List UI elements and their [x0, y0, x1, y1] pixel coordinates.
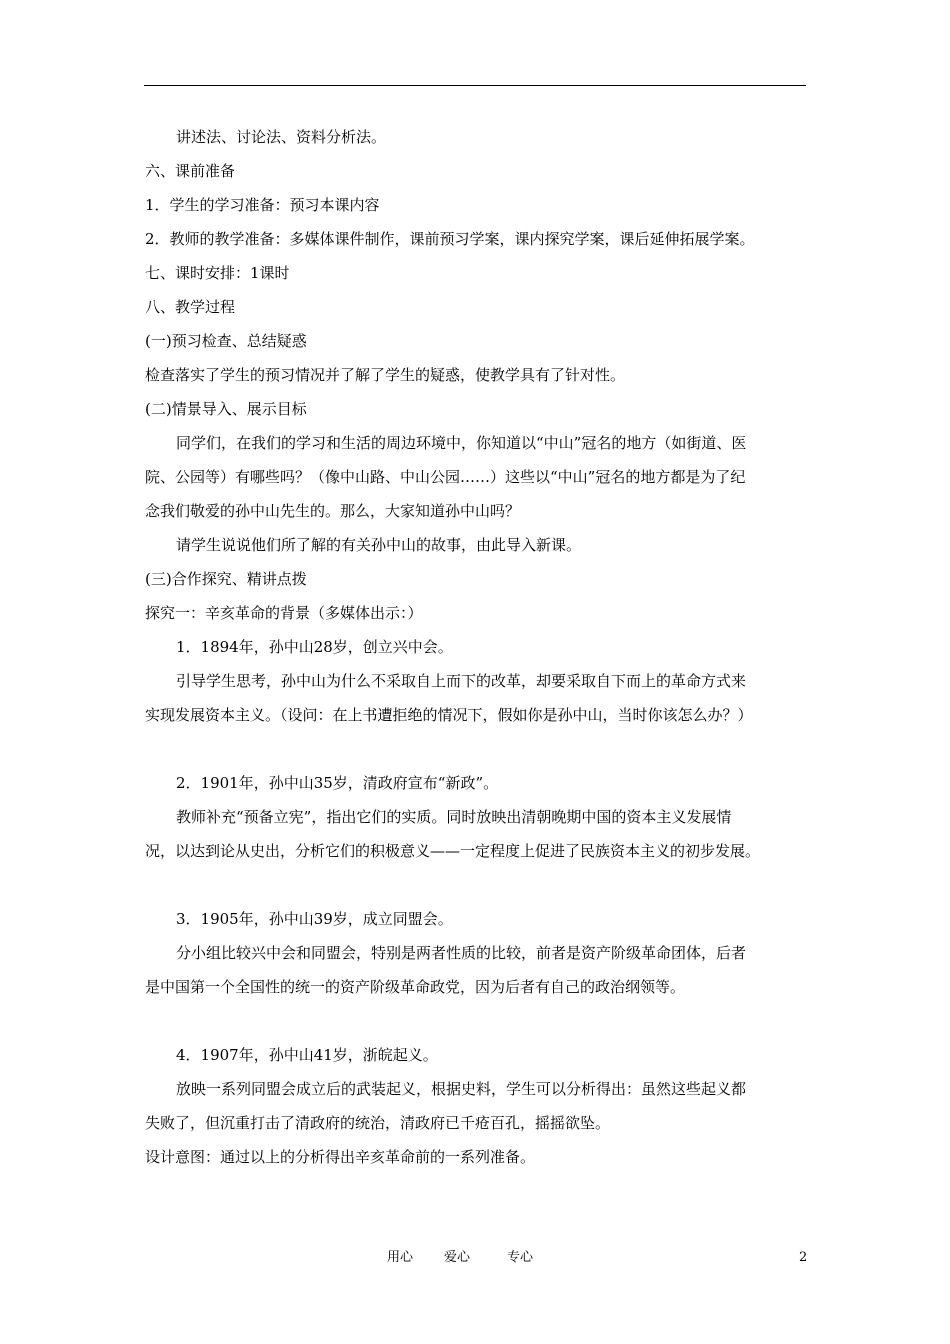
text-line: 探究一：辛亥革命的背景（多媒体出示：） [145, 604, 423, 622]
text-line: 实现发展资本主义。（设问：在上书遭拒绝的情况下，假如你是孙中山，当时你该怎么办？） [145, 706, 753, 724]
section-heading: 八、教学过程 [145, 298, 236, 316]
text-line: 分小组比较兴中会和同盟会，特别是两者性质的比较，前者是资产阶级革命团体，后者 [176, 944, 747, 962]
subsection-heading: (三)合作探究、精讲点拨 [145, 570, 307, 588]
text-line: 是中国第一个全国性的统一的资产阶级革命政党，因为后者有自己的政治纲领等。 [145, 978, 686, 996]
footer-motto: 用心 [387, 1250, 414, 1265]
text-line: 设计意图：通过以上的分析得出辛亥革命前的一系列准备。 [145, 1148, 536, 1166]
text-line: 检查落实了学生的预习情况并了解了学生的疑惑，使教学具有了针对性。 [145, 366, 626, 384]
footer-motto: 爱心 [444, 1250, 471, 1265]
text-line: 讲述法、讨论法、资料分析法。 [176, 128, 387, 146]
text-line: 教师补充“预备立宪”，指出它们的实质。同时放映出清朝晚期中国的资本主义发展情 [176, 808, 732, 826]
header-rule [144, 85, 806, 86]
text-line: 院、公园等）有哪些吗？（像中山路、中山公园……）这些以“中山”冠名的地方都是为了纪 [145, 468, 746, 486]
footer-motto: 专心 [507, 1250, 534, 1265]
page-number: 2 [799, 1250, 808, 1265]
text-line: 引导学生思考，孙中山为什么不采取自上而下的改革，却要采取自下而上的革命方式来 [176, 672, 747, 690]
text-line: 况，以达到论从史出，分析它们的积极意义——一定程度上促进了民族资本主义的初步发展。 [145, 842, 761, 860]
text-line: 同学们，在我们的学习和生活的周边环境中，你知道以“中山”冠名的地方（如街道、医 [176, 434, 747, 452]
section-heading: 七、课时安排：1课时 [145, 264, 290, 282]
text-line: 念我们敬爱的孙中山先生的。那么，大家知道孙中山吗？ [145, 502, 521, 520]
subsection-heading: (一)预习检查、总结疑惑 [145, 332, 307, 350]
text-line: 4．1907年，孙中山41岁，浙皖起义。 [176, 1046, 438, 1064]
text-line: 请学生说说他们所了解的有关孙中山的故事，由此导入新课。 [176, 536, 582, 554]
text-line: 1．学生的学习准备：预习本课内容 [145, 196, 380, 214]
subsection-heading: (二)情景导入、展示目标 [145, 400, 307, 418]
text-line: 1．1894年，孙中山28岁，创立兴中会。 [176, 638, 453, 656]
text-line: 3．1905年，孙中山39岁，成立同盟会。 [176, 910, 453, 928]
text-line: 失败了，但沉重打击了清政府的统治，清政府已千疮百孔，摇摇欲坠。 [145, 1114, 611, 1132]
text-line: 2．教师的教学准备：多媒体课件制作，课前预习学案，课内探究学案，课后延伸拓展学案。 [145, 230, 755, 248]
text-line: 2．1901年，孙中山35岁，清政府宣布“新政”。 [176, 774, 499, 792]
text-line: 放映一系列同盟会成立后的武装起义，根据史料，学生可以分析得出：虽然这些起义都 [176, 1080, 747, 1098]
section-heading: 六、课前准备 [145, 162, 236, 180]
